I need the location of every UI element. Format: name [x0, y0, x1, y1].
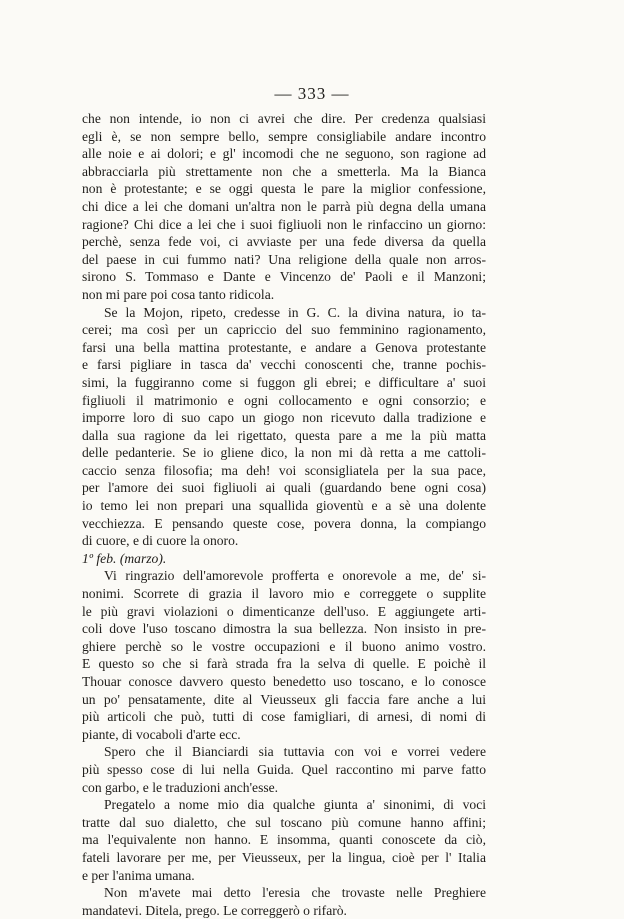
text-line: dalla sua ragione da lei rigettato, questa pare a me la più matta [82, 427, 486, 443]
text-line: farsi una bella mattina protestante, e andare a Genova protestante [82, 339, 486, 355]
text-line: cerei; ma così per un capriccio del suo femminino ragionamento, [82, 322, 486, 338]
text-line: simi, la fuggiranno come si fuggon gli ebrei; e difficultare a' suoi [82, 374, 486, 390]
text-line: non è protestante; e se oggi questa le pare la miglior confessione, [82, 181, 486, 197]
text-line: Se la Mojon, ripeto, credesse in G. C. la divina natura, io ta- [104, 304, 486, 320]
text-line: piante, di vocaboli d'arte ecc. [82, 726, 241, 742]
text-line: tratte dal suo dialetto, che sul toscano più comune hanno affini; [82, 814, 486, 830]
text-line: ma l'equivalente non hanno. E insomma, quanti conoscete da ciò, [82, 832, 486, 848]
text-line: alle noie e ai dolori; e gl' incomodi che ne seguono, son ragione ad [82, 146, 486, 162]
page-number: — 333 — [274, 84, 350, 103]
paragraph [82, 796, 486, 884]
text-line: Pregatelo a nome mio dia qualche giunta a' sinonimi, di voci [104, 797, 486, 813]
text-line: ragione? Chi dice a lei che i suoi figliuoli non le rinfaccino un giorno: [82, 216, 486, 232]
text-line: per l'amore dei suoi figliuoli ai quali (guardando bene ogni cosa) [82, 480, 486, 496]
text-line: ghiere perchè so le vostre occupazioni e il buono animo vostro. [82, 638, 486, 654]
paragraph [82, 110, 486, 304]
text-line: più articoli che può, tutti di cose famigliari, di arnesi, di nomi di [82, 709, 486, 725]
date-text: 1º feb. [82, 550, 117, 566]
paragraph [82, 743, 486, 796]
text-line: fateli lavorare per me, per Vieusseux, per la lingua, cioè per l' Italia [82, 849, 486, 865]
text-line: Vi ringrazio dell'amorevole profferta e onorevole a me, de' si- [104, 568, 486, 584]
text-line: un po' pensatamente, dite al Vieusseux gli faccia fare anche a lui [82, 691, 486, 707]
letter-body [82, 110, 486, 919]
paragraph [82, 567, 486, 743]
text-line: Spero che il Bianciardi sia tuttavia con voi e vorrei vedere [104, 744, 486, 760]
text-line: egli è, se non sempre bello, sempre consigliabile andare incontro [82, 128, 486, 144]
paragraph [82, 304, 486, 550]
text-line: abbracciarla più strettamente non che a smetterla. Ma la Bianca [82, 163, 486, 179]
text-line: Thouar conosce davvero questo benedetto uso toscano, e lo conosce [82, 674, 486, 689]
text-line: chi dice a lei che domani un'altra non le parrà più degna della umana [82, 198, 486, 214]
text-line: di cuore, e di cuore la onoro. [82, 533, 239, 549]
text-line: caccio senza filosofia; ma deh! voi sconsigliatela per la sua pace, [82, 462, 486, 478]
text-line: e per l'anima umana. [82, 867, 195, 883]
text-line: più spesso cose di lui nella Guida. Quel raccontino mi parve fatto [82, 761, 486, 777]
letter-date [82, 550, 486, 568]
text-line: E questo so che si farà strada fra la selva di quelle. E poichè il [82, 656, 486, 672]
date-note: (marzo). [119, 550, 167, 566]
text-line: coli dove l'uso toscano dimostra la sua bellezza. Non insisto in pre- [82, 621, 486, 637]
text-line: con garbo, e le traduzioni anch'esse. [82, 779, 279, 795]
text-line: e farsi pigliare in tasca da' vecchi conoscenti che, tranne pochis- [82, 357, 486, 373]
text-line: perchè, senza fede voi, ci avviaste per una fede diversa da quella [82, 234, 486, 250]
paragraph [82, 884, 486, 919]
text-line: io temo lei non prepari una squallida gioventù e a sè una dolente [82, 498, 486, 514]
text-line: sirono S. Tommaso e Dante e Vincenzo de' Paoli e il Manzoni; [82, 269, 486, 285]
text-line: vecchiezza. E pensando queste cose, povera donna, la compiango [82, 515, 486, 531]
text-line: le più gravi violazioni o dimenticanze dell'uso. E aggiungete arti- [82, 603, 486, 619]
text-line: imporre loro di suo capo un giogo non ricevuto dalla tradizione e [82, 410, 486, 426]
text-line: nonimi. Scorrete di grazia il lavoro mio e correggete o supplite [82, 586, 486, 602]
text-line: Non m'avete mai detto l'eresia che trovaste nelle Preghiere [104, 885, 486, 901]
text-line: non mi pare poi cosa tanto ridicola. [82, 286, 275, 302]
text-line: del paese in cui fummo nati? Una religione della quale non arros- [82, 251, 486, 267]
text-line: che non intende, io non ci avrei che dire. Per credenza qualsiasi [82, 111, 486, 126]
text-line: delle pedanterie. Se io gliene dico, la non mi dà retta a me cattoli- [82, 445, 486, 461]
text-line: mandatevi. Ditela, prego. Le correggerò o rifarò. [82, 902, 347, 918]
text-line: figliuoli il matrimonio e ogni collocamento e ogni consorzio; e [82, 392, 486, 408]
